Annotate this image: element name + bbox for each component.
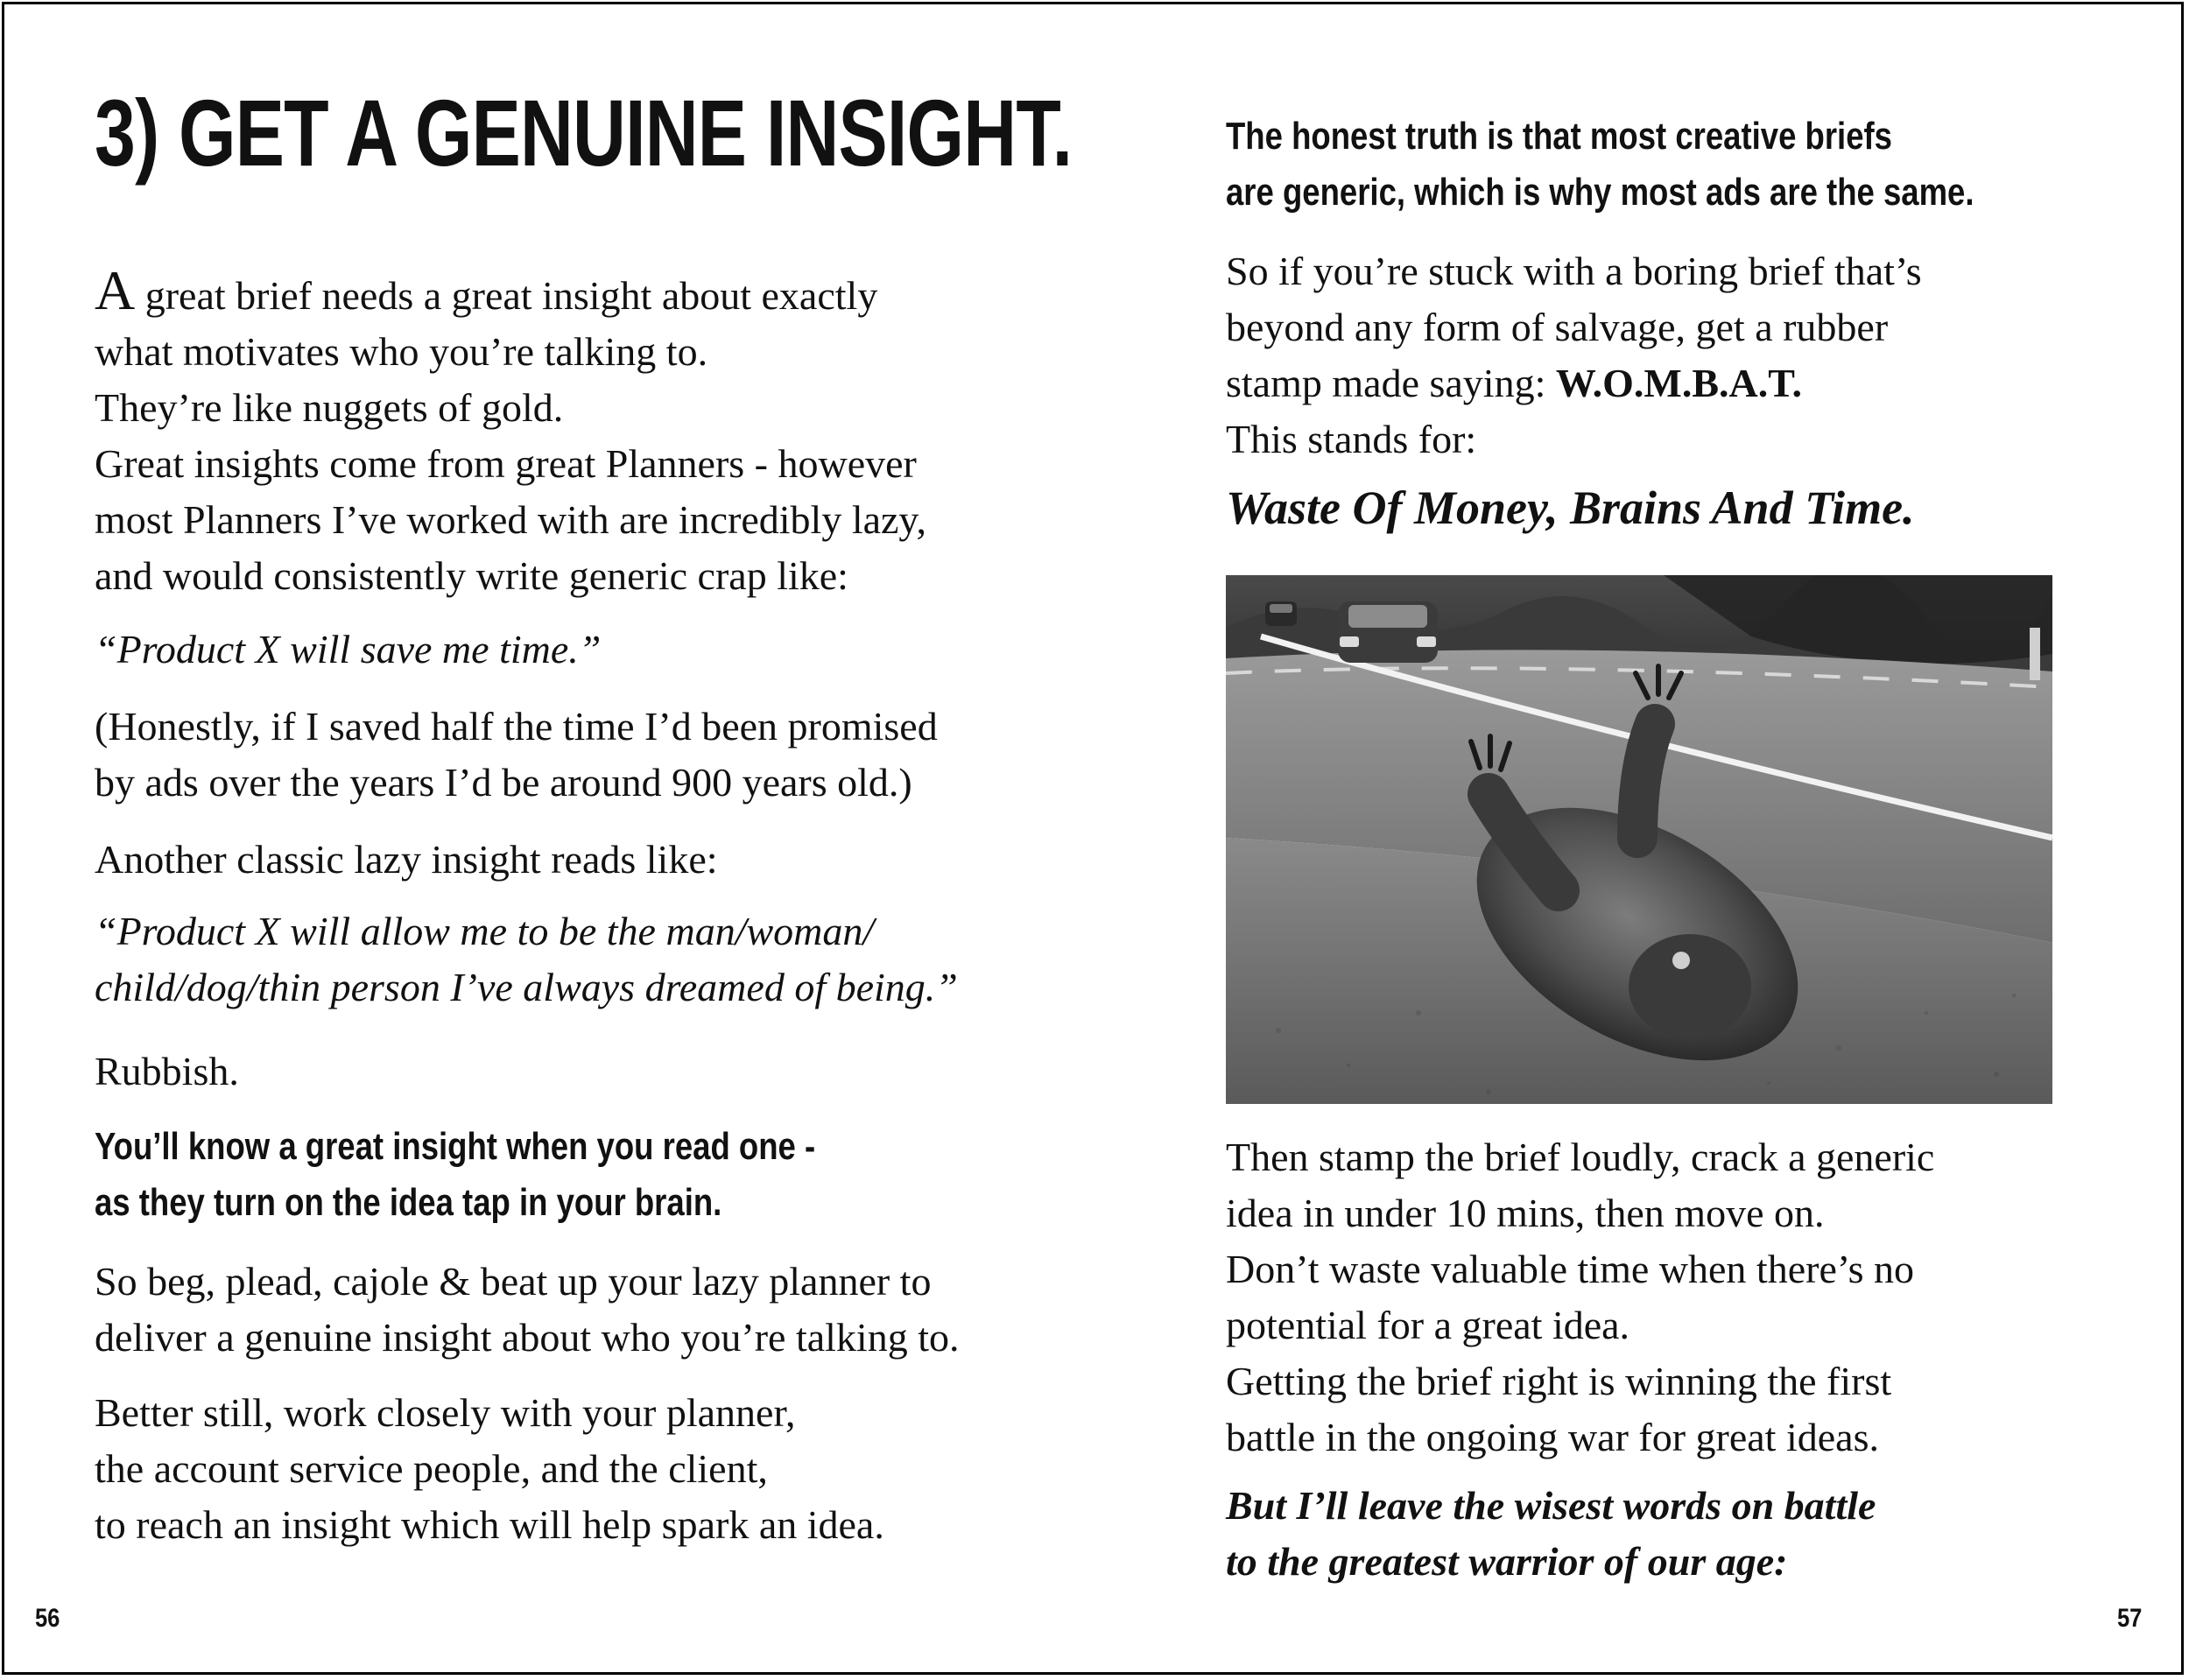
then-stamp-paragraph: Then stamp the brief loudly, crack a generic idea in under 10 mins, then move on. Don’t waste valuable time when there’s no potential for a great idea. Getting the brief right is winning the first battle in the ongoing war for great ideas.	[1226, 1135, 1935, 1459]
beg-paragraph: So beg, plead, cajole & beat up your lazy planner to deliver a genuine insight about who you’re talking to.	[95, 1259, 960, 1360]
wombat-photo	[1226, 575, 2052, 1104]
stuck-paragraph: So if you’re stuck with a boring brief that’s beyond any form of salvage, get a rubber stamp made saying: W.O.M.B.A.T. This stands for:	[1226, 249, 1922, 461]
wombat-expansion: Waste Of Money, Brains And Time.	[1226, 482, 1915, 534]
wombat-acronym: W.O.M.B.A.T.	[1555, 361, 1803, 405]
better-still-paragraph: Better still, work closely with your planner, the account service people, and the client, to reach an insight which will help spark an idea.	[95, 1390, 884, 1547]
intro-paragraph: A great brief needs a great insight about exactly what motivates who you’re talking to. They’re like nuggets of gold. Great insights come from great Planners - however most Planners I’ve worked with are incredibly lazy, and would consistently write generic crap like:	[95, 259, 926, 598]
distant-car	[1265, 601, 1297, 626]
insight-callout: You’ll know a great insight when you read one - as they turn on the idea tap in your brain.	[95, 1125, 816, 1224]
page-title: 3) GET A GENUINE INSIGHT.	[95, 80, 1073, 186]
quote-dreamed-of-being: “Product X will allow me to be the man/woman/ child/dog/thin person I’ve always dreamed of being.”	[95, 909, 958, 1009]
honest-truth-callout: The honest truth is that most creative briefs are generic, which is why most ads are the same.	[1226, 115, 1974, 214]
quote-save-time: “Product X will save me time.”	[95, 627, 602, 671]
wombat-photo-image	[1226, 575, 2052, 1104]
drop-cap: A	[95, 259, 136, 321]
page-number-left: 56	[35, 1604, 60, 1633]
nearby-car	[1338, 601, 1438, 663]
parenthetical-note: (Honestly, if I saved half the time I’d been promised by ads over the years I’d be around 900 years old.)	[95, 704, 938, 805]
page-number-right: 57	[2117, 1604, 2143, 1633]
another-insight-text: Another classic lazy insight reads like:	[95, 837, 718, 882]
closing-lines: But I’ll leave the wisest words on battle to the greatest warrior of our age:	[1226, 1483, 1876, 1584]
rubbish-text: Rubbish.	[95, 1049, 239, 1093]
